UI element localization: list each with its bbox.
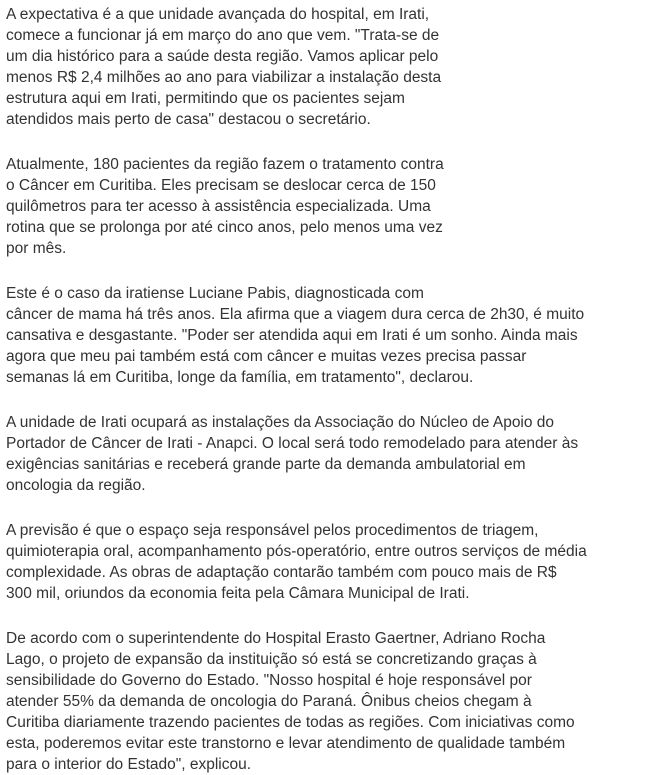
text-line: rotina que se prolonga por até cinco anos, pelo menos uma vez	[6, 219, 443, 236]
text-line: semanas lá em Curitiba, longe da família, em tratamento", declarou.	[6, 369, 474, 386]
text-line: Portador de Câncer de Irati - Anapci. O local será todo remodelado para atender às	[6, 435, 579, 452]
text-line: A previsão é que o espaço seja responsável pelos procedimentos de triagem,	[6, 522, 539, 539]
text-line: Curitiba diariamente trazendo pacientes de todas as regiões. Com iniciativas como	[6, 714, 575, 731]
text-line: Atualmente, 180 pacientes da região fazem o tratamento contra	[6, 156, 444, 173]
paragraph-2	[6, 154, 645, 259]
text-line: menos R$ 2,4 milhões ao ano para viabilizar a instalação desta	[6, 69, 442, 86]
text-line: o Câncer em Curitiba. Eles precisam se deslocar cerca de 150	[6, 177, 436, 194]
text-line: agora que meu pai também está com câncer e muitas vezes precisa passar	[6, 348, 527, 365]
paragraph-3	[6, 283, 645, 388]
paragraph-6	[6, 628, 645, 775]
text-line: sensibilidade do Governo do Estado. "Nosso hospital é hoje responsável por	[6, 672, 532, 689]
text-line: A unidade de Irati ocupará as instalações da Associação do Núcleo de Apoio do	[6, 414, 555, 431]
text-line: cansativa e desgastante. "Poder ser atendida aqui em Irati é um sonho. Ainda mais	[6, 327, 578, 344]
text-line: atender 55% da demanda de oncologia do Paraná. Ônibus cheios chegam à	[6, 693, 532, 710]
text-line: Este é o caso da iratiense Luciane Pabis, diagnosticada com	[6, 285, 424, 302]
text-line: câncer de mama há três anos. Ela afirma que a viagem dura cerca de 2h30, é muito	[6, 306, 585, 323]
paragraph-5	[6, 520, 645, 604]
text-line: Lago, o projeto de expansão da instituição só está se concretizando graças à	[6, 651, 537, 668]
text-line: esta, poderemos evitar este transtorno e levar atendimento de qualidade também	[6, 735, 566, 752]
paragraph-1	[6, 4, 645, 130]
text-line: comece a funcionar já em março do ano que vem. "Trata-se de	[6, 27, 440, 44]
text-line: atendidos mais perto de casa" destacou o secretário.	[6, 111, 371, 128]
text-line: por mês.	[6, 240, 67, 257]
text-line: A expectativa é a que unidade avançada do hospital, em Irati,	[6, 6, 430, 23]
text-line: quilômetros para ter acesso à assistência especializada. Uma	[6, 198, 431, 215]
text-line: um dia histórico para a saúde desta região. Vamos aplicar pelo	[6, 48, 439, 65]
text-line: oncologia da região.	[6, 477, 146, 494]
text-line: complexidade. As obras de adaptação contarão também com pouco mais de R$	[6, 564, 557, 581]
paragraph-4	[6, 412, 645, 496]
text-line: 300 mil, oriundos da economia feita pela Câmara Municipal de Irati.	[6, 585, 470, 602]
text-line: para o interior do Estado", explicou.	[6, 756, 252, 773]
text-line: De acordo com o superintendente do Hospital Erasto Gaertner, Adriano Rocha	[6, 630, 546, 647]
text-line: estrutura aqui em Irati, permitindo que os pacientes sejam	[6, 90, 405, 107]
text-line: quimioterapia oral, acompanhamento pós-operatório, entre outros serviços de média	[6, 543, 587, 560]
text-line: exigências sanitárias e receberá grande parte da demanda ambulatorial em	[6, 456, 526, 473]
